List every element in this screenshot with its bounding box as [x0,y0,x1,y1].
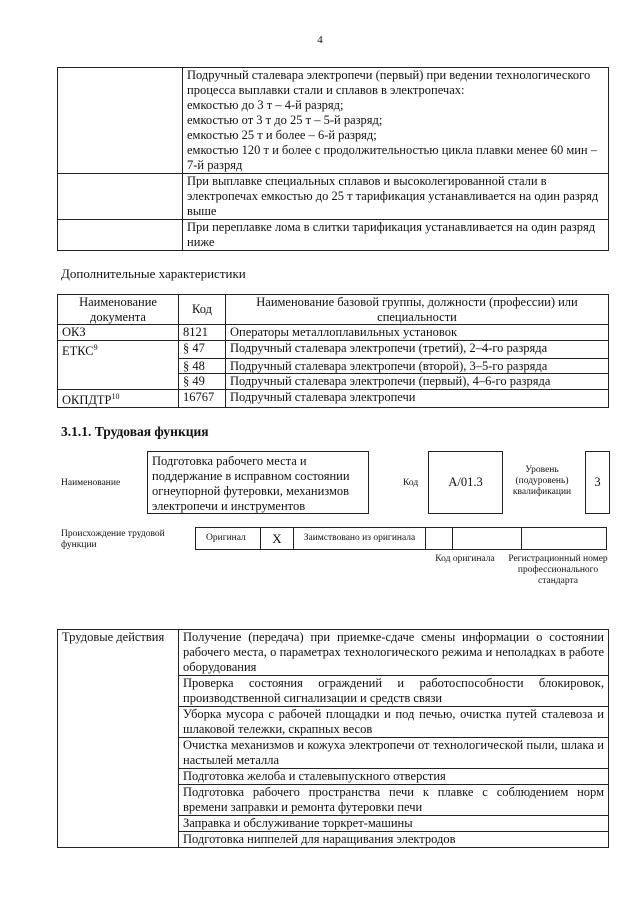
tariff-note-cell: При выплавке специальных сплавов и высоколегированной стали в электропечах емкостью до 25 т тарификация устанавливается на один разряд выше [183,174,609,220]
table-row [58,340,609,358]
code-cell: § 48 [179,358,226,374]
action-item: Проверка состояния ограждений и работоспособности блокировок, производственной сигнализации и средств связи [179,676,609,707]
name-cell: Операторы металлоплавильных установок [226,325,609,341]
origin-label: Происхождение трудовой функции [61,529,165,550]
reg-number-label: Регистрационный номер профессионального стандарта [508,554,608,586]
footnote-ref: 9 [93,342,98,352]
section-title: 3.1.1. Трудовая функция [61,424,209,439]
code-cell: § 47 [179,340,226,358]
action-item: Очистка механизмов и кожуха электропечи от технологической пыли, шлака и настылей металла [179,738,609,769]
name-cell: Подручный сталевара электропечи (второй), 3–5-го разряда [226,358,609,374]
name-cell: Подручный сталевара электропечи [226,389,609,408]
text-line: емкостью до 3 т – 4-й разряд; [187,98,344,112]
empty-label-cell [58,220,183,251]
name-label: Наименование [61,478,121,488]
qualification-table [57,67,609,251]
origin-row [195,527,610,550]
code-cell: 16767 [179,389,226,408]
action-item: Заправка и обслуживание торкрет-машины [179,816,609,832]
table-row [58,358,609,374]
action-item: Подготовка рабочего пространства печи к плавке с соблюдением норм времени заправки и ремонта футеровки печи [179,785,609,816]
qualification-text-cell [183,68,609,174]
text-line: емкостью от 3 т до 25 т – 5-й разряд; [187,113,383,127]
action-item: Уборка мусора с рабочей площадки и под печью, очистка путей сталевоза и шлаковой тележки, скрапных весов [179,707,609,738]
code-label: Код [403,478,419,488]
doc-cell: ОКЗ [58,325,179,341]
doc-cell [58,340,179,358]
table-row [58,374,609,390]
original-cell: Оригинал [195,527,261,550]
reg-number-cell [521,527,607,550]
empty-label-cell [58,68,183,174]
actions-label: Трудовые действия [58,630,179,848]
doc-name: ЕТКС [62,343,94,358]
code-cell: § 49 [179,374,226,390]
doc-cell [58,374,179,390]
name-cell: Подручный сталевара электропечи (первый), 4–6-го разряда [226,374,609,390]
code-original-cell [452,527,522,550]
additional-table [57,294,609,408]
original-mark: X [260,527,294,550]
additional-heading: Дополнительные характеристики [61,266,246,281]
empty-label-cell [58,174,183,220]
borrowed-cell: Заимствовано из оригинала [293,527,426,550]
table-header-row [58,295,609,325]
action-item: Подготовка желоба и сталевыпускного отверстия [179,769,609,785]
tariff-note-cell: При переплавке лома в слитки тарификация устанавливается на один разряд ниже [183,220,609,251]
actions-table [57,629,609,848]
action-item: Подготовка ниппелей для наращивания электродов [179,832,609,848]
table-row [58,389,609,408]
text-line: емкостью 25 т и более – 6-й разряд; [187,128,377,142]
header-cell: Код [179,295,226,325]
name-cell: Подручный сталевара электропечи (третий), 2–4-го разряда [226,340,609,358]
doc-cell [58,358,179,374]
page-number: 4 [317,34,323,46]
table-row [58,325,609,341]
header-cell: Наименование документа [58,295,179,325]
function-code-box: A/01.3 [428,451,503,514]
text-line: Подручный сталевара электропечи (первый) при ведении технологического процесса выплавки стали и сплавов в электропечах: [187,68,591,97]
doc-cell [58,389,179,408]
level-label: Уровень (подуровень) квалификации [512,465,572,497]
code-original-label: Код оригинала [435,554,495,564]
code-cell: 8121 [179,325,226,341]
level-box: 3 [585,451,610,514]
blank-cell [425,527,453,550]
footnote-ref: 10 [111,391,120,401]
text-line: емкостью 120 т и более с продолжительностью цикла плавки менее 60 мин – 7-й разряд [187,143,597,172]
action-item: Получение (передача) при приемке-сдаче смены информации о состоянии рабочего места, о параметрах технологического режима и неполадках в работе оборудования [179,630,609,676]
function-name-box: Подготовка рабочего места и поддержание в исправном состоянии огнеупорной футеровки, механизмов электропечи и инструментов [147,451,369,514]
header-cell: Наименование базовой группы, должности (профессии) или специальности [226,295,609,325]
doc-name: ОКПДТР [62,392,112,407]
